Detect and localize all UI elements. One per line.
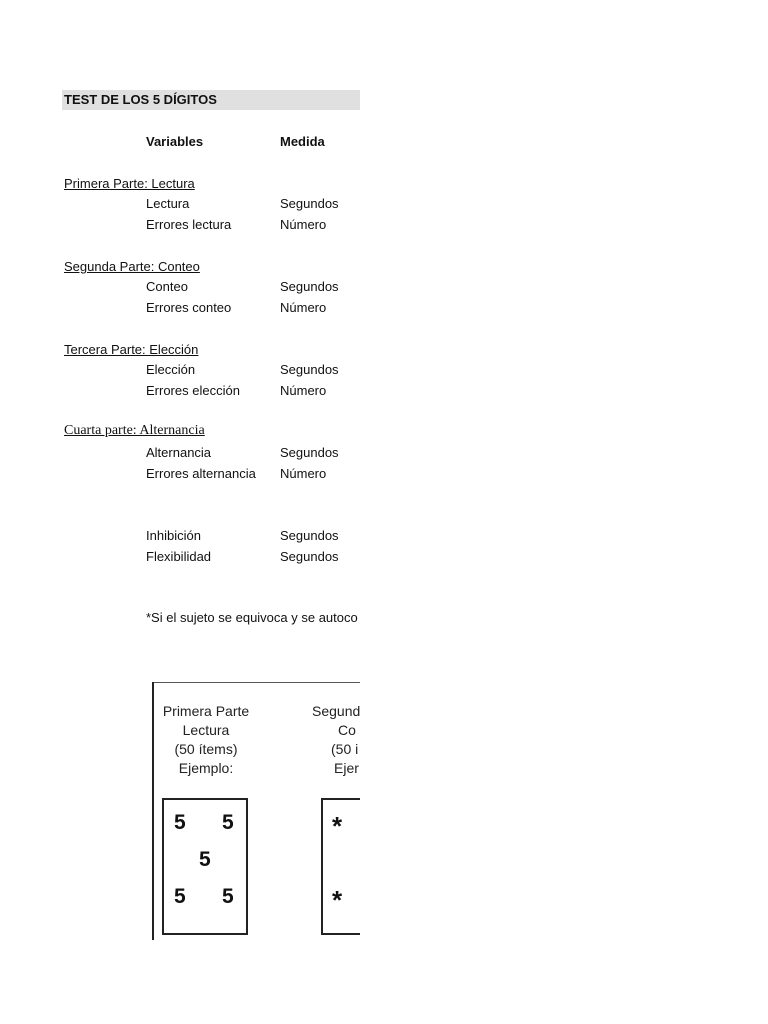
medida-cell[interactable]: Segundos (280, 196, 339, 211)
variable-cell[interactable]: Conteo (146, 279, 188, 294)
digit-mark: 5 (222, 885, 234, 908)
panel2-example: Ejer (334, 760, 359, 776)
panel1-items: (50 ítems) (174, 741, 238, 757)
section-heading-eleccion[interactable]: Tercera Parte: Elección (64, 342, 199, 357)
digit-mark: 5 (174, 811, 186, 834)
variable-cell[interactable]: Lectura (146, 196, 190, 211)
scan-border (152, 682, 360, 683)
asterisk-mark: * (332, 885, 343, 915)
example-scan-image (150, 678, 360, 940)
panel1-example: Ejemplo: (178, 760, 234, 776)
variable-cell[interactable]: Errores lectura (146, 217, 232, 232)
variable-cell[interactable]: Errores elección (146, 383, 240, 398)
panel2-items: (50 i (331, 741, 359, 757)
panel2-title: Segund (312, 703, 360, 719)
digit-mark: 5 (174, 885, 186, 908)
digit-mark: 5 (199, 848, 211, 871)
panel2-subtitle: Co (338, 722, 356, 738)
spreadsheet-area (0, 0, 360, 1024)
section-heading-alternancia[interactable]: Cuarta parte: Alternancia (64, 423, 205, 438)
panel1-subtitle: Lectura (182, 722, 230, 738)
header-variables[interactable]: Variables (146, 134, 204, 149)
header-medida[interactable]: Medida (280, 134, 325, 149)
variable-cell[interactable]: Errores conteo (146, 300, 232, 315)
panel1-title: Primera Parte (162, 703, 250, 719)
variable-cell[interactable]: Flexibilidad (146, 549, 212, 564)
variable-cell[interactable]: Errores alternancia (146, 466, 256, 481)
medida-cell[interactable]: Segundos (280, 279, 339, 294)
variable-cell[interactable]: Inhibición (146, 528, 201, 543)
variable-cell[interactable]: Elección (146, 362, 196, 377)
medida-cell[interactable]: Segundos (280, 528, 339, 543)
medida-cell[interactable]: Número (280, 300, 327, 315)
variable-cell[interactable]: Alternancia (146, 445, 212, 460)
medida-cell[interactable]: Número (280, 466, 327, 481)
section-heading-lectura[interactable]: Primera Parte: Lectura (64, 176, 195, 191)
section-heading-conteo[interactable]: Segunda Parte: Conteo (64, 259, 200, 274)
footnote[interactable]: *Si el sujeto se equivoca y se autoco (146, 610, 358, 625)
medida-cell[interactable]: Segundos (280, 445, 339, 460)
medida-cell[interactable]: Segundos (280, 362, 339, 377)
medida-cell[interactable]: Número (280, 217, 327, 232)
asterisk-mark: * (332, 811, 343, 841)
sheet-title[interactable]: TEST DE LOS 5 DÍGITOS (64, 92, 217, 107)
medida-cell[interactable]: Segundos (280, 549, 339, 564)
medida-cell[interactable]: Número (280, 383, 327, 398)
digit-mark: 5 (222, 811, 234, 834)
